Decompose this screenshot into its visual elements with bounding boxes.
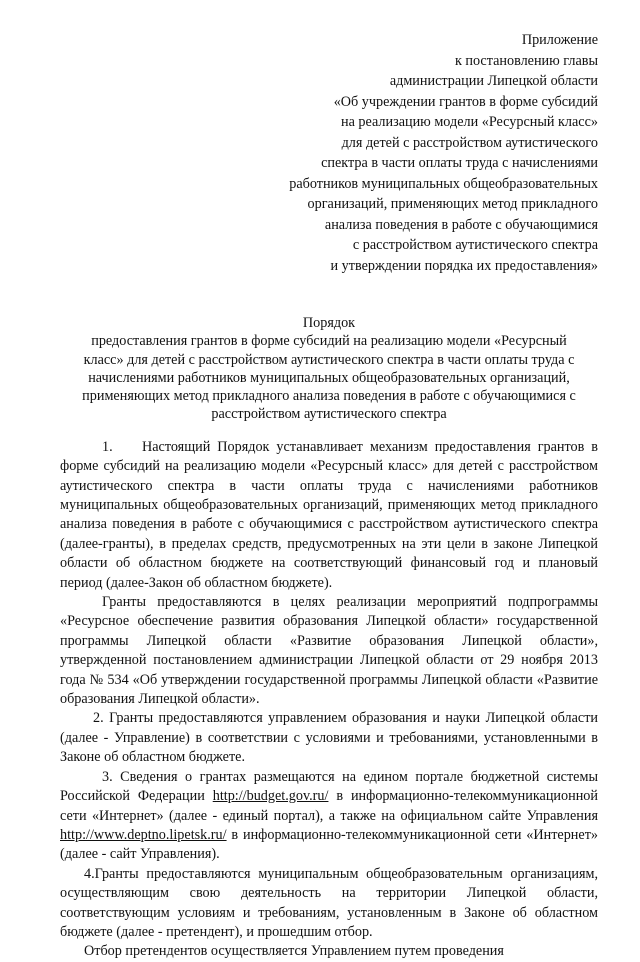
appendix-header xyxy=(250,30,598,276)
paragraph-text: в информационно-телекоммуникационной сети «Интернет» (далее - сайт Управления). xyxy=(60,826,598,863)
budget-portal-link[interactable]: http://budget.gov.ru/ xyxy=(212,788,329,805)
appendix-line: Приложение xyxy=(521,32,598,48)
document-body xyxy=(60,438,598,962)
appendix-line: администрации Липецкой области xyxy=(389,73,598,89)
paragraph-2: Гранты предоставляются в целях реализации мероприятий подпрограммы «Ресурсное обеспечение развития образования Липецкой области» государственной программы Липецкой области «Развитие образования Липецкой области», утвержденной постановлением администрации Липецкой области от 29 ноября 2013 года № 534 «Об утверждении государственной программы Липецкой области «Развитие образования Липецкой области». xyxy=(60,594,598,708)
appendix-line: для детей с расстройством аутистического xyxy=(341,134,598,151)
title-line: класс» для детей с расстройством аутистического спектра в части оплаты труда с xyxy=(83,351,575,368)
title-heading: Порядок xyxy=(302,315,356,331)
title-line: расстройством аутистического спектра xyxy=(211,406,447,423)
document-title xyxy=(60,314,598,424)
paragraph-4 xyxy=(60,768,598,865)
appendix-line: анализа поведения в работе с обучающимися xyxy=(324,216,598,233)
appendix-line: организаций, применяющих метод прикладного xyxy=(307,196,598,212)
paragraph-text: Настоящий Порядок устанавливает механизм предоставления грантов в форме субсидий на реализацию модели «Ресурсный класс» для детей с расстройством аутистического спектра в части оплаты труда с начислениями работников муниципальных общеобразовательных организаций, применяющих метод прикладного анализа поведения в работе с обучающимися с расстройством аутистического спектра (далее-гранты), в пределах средств, предусмотренных на эти цели в законе Липецкой области об областном бюджете на соответствующий финансовый год и плановый период (далее-Закон об областном бюджете). xyxy=(60,438,598,591)
title-line: начислениями работников муниципальных общеобразовательных организаций, xyxy=(88,369,570,386)
appendix-line: работников муниципальных общеобразовательных xyxy=(289,175,598,192)
appendix-line: и утверждении порядка их предоставления» xyxy=(330,257,598,274)
paragraph-6: Отбор претендентов осуществляется Управлением путем проведения xyxy=(84,943,504,960)
department-site-link[interactable]: http://www.deptno.lipetsk.ru/ xyxy=(60,826,227,843)
title-line: предоставления грантов в форме субсидий на реализацию модели «Ресурсный xyxy=(91,333,567,350)
appendix-line: на реализацию модели «Ресурсный класс» xyxy=(341,114,598,130)
paragraph-text: 3. Сведения о грантах размещаются на едином портале бюджетной системы Российской Федерации xyxy=(60,768,598,805)
paragraph-number: 1. xyxy=(102,438,113,455)
paragraph-3: 2. Гранты предоставляются управлением образования и науки Липецкой области (далее - Управление) в соответствии с условиями и требованиями, установленными в Законе об областном бюджете. xyxy=(60,710,598,766)
appendix-line: к постановлению главы xyxy=(454,52,598,69)
paragraph-text: в информационно-телекоммуникационной сети «Интернет» (далее - единый портал), а также на официальном сайте Управления xyxy=(60,788,598,824)
paragraph-1 xyxy=(60,438,598,593)
appendix-line: с расстройством аутистического спектра xyxy=(352,237,598,253)
appendix-line: «Об учреждении грантов в форме субсидий xyxy=(333,93,598,110)
appendix-line: спектра в части оплаты труда с начислениями xyxy=(321,155,598,171)
paragraph-5: 4.Гранты предоставляются муниципальным общеобразовательным организациям, осуществляющим свою деятельность на территории Липецкой области, соответствующим условиям и требованиям, установленным в Законе об областном бюджете (далее - претендент), и прошедшим отбор. xyxy=(60,865,598,940)
title-line: применяющих метод прикладного анализа поведения в работе с обучающимися с xyxy=(82,388,576,405)
